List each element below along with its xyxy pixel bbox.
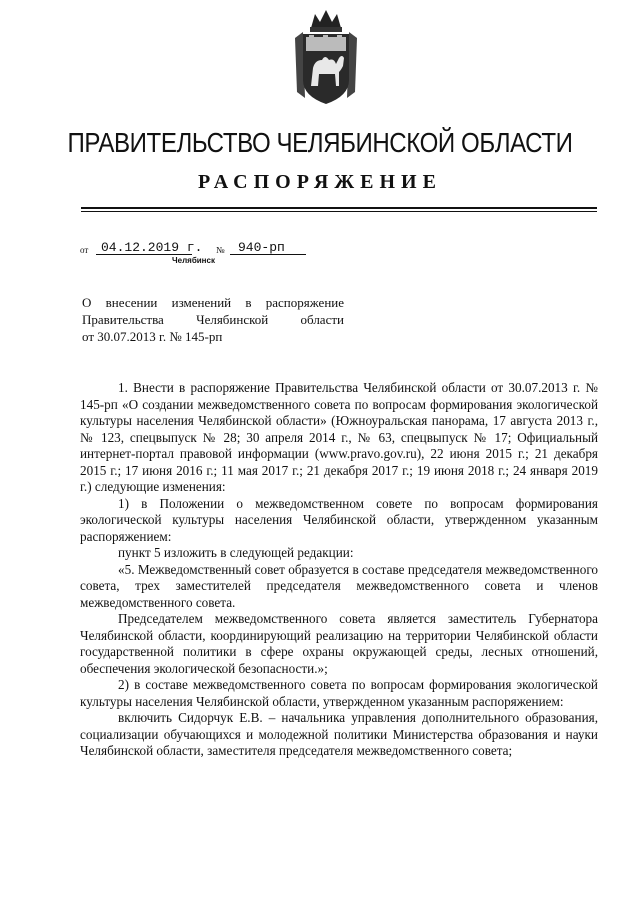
body-paragraph: включить Сидорчук Е.В. – начальника управления дополнительного образования, социализации обучающихся и молодежной политики Министерства образования и науки Челябинской области, заместителя председателя межведомственного совета; bbox=[80, 710, 598, 758]
body-paragraph: 1) в Положении о межведомственном совете по вопросам формирования экологической культуры населения Челябинской области, утвержденном указанным распоряжением: bbox=[80, 495, 598, 544]
number-underline bbox=[230, 254, 306, 255]
registration-date: 04.12.2019 г. bbox=[101, 240, 203, 255]
registration-number: 940-рп bbox=[238, 240, 285, 255]
body-paragraph: «5. Межведомственный совет образуется в составе председателя межведомственного совета, трех заместителей председателя межведомственного совета и членов межведомственного совета. bbox=[80, 561, 598, 610]
date-underline bbox=[96, 254, 192, 255]
body-paragraph: Председателем межведомственного совета является заместитель Губернатора Челябинской области, координирующий реализацию на территории Челябинской области государственной политики в сфере охраны окружающей среды, лесных отношений, обеспечения экологической безопасности.»; bbox=[80, 611, 598, 676]
government-title: ПРАВИТЕЛЬСТВО ЧЕЛЯБИНСКОЙ ОБЛАСТИ bbox=[67, 127, 573, 158]
number-label: № bbox=[216, 245, 225, 255]
coat-of-arms-icon bbox=[289, 8, 363, 108]
subject-line: от 30.07.2013 г. № 145-рп bbox=[82, 329, 223, 344]
header-rule-thin bbox=[81, 211, 597, 212]
document-type: РАСПОРЯЖЕНИЕ bbox=[198, 171, 442, 193]
city-name: Челябинск bbox=[172, 256, 215, 265]
document-subject bbox=[82, 294, 344, 345]
body-paragraph: 1. Внести в распоряжение Правительства Челябинской области от 30.07.2013 г. № 145-рп «О создании межведомственного совета по вопросам формирования экологической культуры населения Челябинской области» (Южноуральская панорама, 17 августа 2013 г., № 123, спецвыпуск № 28; 30 апреля 2014 г., № 63, спецвыпуск № 17; Официальный интернет-портал правовой информации (www.pravo.gov.ru), 22 июня 2015 г.; 21 декабря 2015 г.; 17 июня 2016 г.; 11 мая 2017 г.; 21 декабря 2017 г.; 19 июня 2018 г.; 24 января 2019 г.) следующие изменения: bbox=[80, 380, 598, 494]
header-rule-thick bbox=[81, 207, 597, 209]
date-label: от bbox=[80, 245, 89, 255]
body-paragraph: 2) в составе межведомственного совета по вопросам формирования экологической культуры населения Челябинской области, утвержденном указанным распоряжением: bbox=[80, 677, 598, 709]
subject-line: Правительства Челябинской области bbox=[82, 312, 344, 327]
document-body bbox=[80, 380, 598, 760]
subject-line: О внесении изменений в распоряжение bbox=[82, 295, 344, 310]
body-paragraph: пункт 5 изложить в следующей редакции: bbox=[118, 545, 354, 560]
